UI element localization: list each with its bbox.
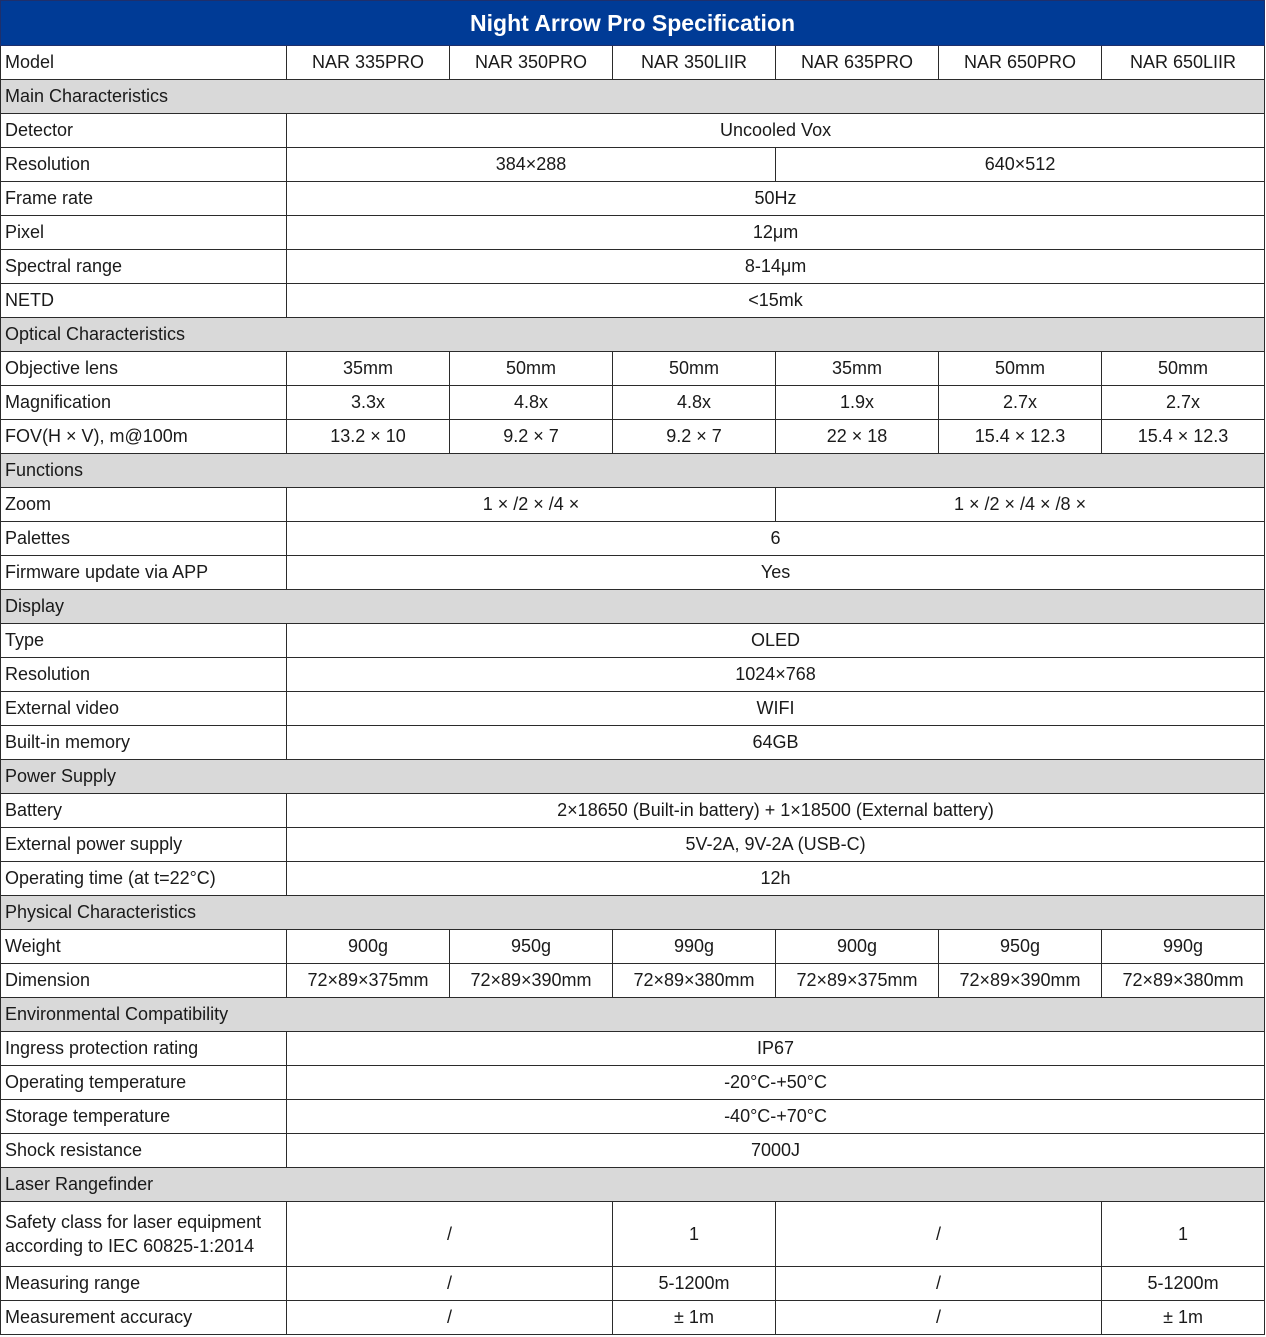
row-label: Storage temperature <box>1 1100 287 1134</box>
table-row <box>1 1267 1265 1301</box>
row-value: 35mm <box>287 352 450 386</box>
row-value: 384×288 <box>287 148 776 182</box>
table-row <box>1 1134 1265 1168</box>
section-header-optical: Optical Characteristics <box>1 318 1265 352</box>
section-header-environmental: Environmental Compatibility <box>1 998 1265 1032</box>
row-value: 72×89×390mm <box>450 964 613 998</box>
row-label: Type <box>1 624 287 658</box>
row-label: Firmware update via APP <box>1 556 287 590</box>
row-label-line: according to IEC 60825-1:2014 <box>5 1236 255 1256</box>
row-value: / <box>287 1202 613 1267</box>
row-label: Frame rate <box>1 182 287 216</box>
row-value: 1 × /2 × /4 × /8 × <box>776 488 1265 522</box>
row-value: / <box>287 1301 613 1335</box>
row-label: Zoom <box>1 488 287 522</box>
title-row <box>1 1 1265 46</box>
row-label: Battery <box>1 794 287 828</box>
table-row <box>1 488 1265 522</box>
row-value: 900g <box>287 930 450 964</box>
row-value: 9.2 × 7 <box>613 420 776 454</box>
row-value: 1 <box>1102 1202 1265 1267</box>
row-label: Resolution <box>1 148 287 182</box>
section-row <box>1 318 1265 352</box>
section-header-physical: Physical Characteristics <box>1 896 1265 930</box>
row-value: 50mm <box>613 352 776 386</box>
row-value: 1024×768 <box>287 658 1265 692</box>
table-row <box>1 726 1265 760</box>
table-row <box>1 658 1265 692</box>
model-name: NAR 650PRO <box>939 46 1102 80</box>
table-row <box>1 862 1265 896</box>
row-value: -40°C-+70°C <box>287 1100 1265 1134</box>
table-row <box>1 216 1265 250</box>
row-value: WIFI <box>287 692 1265 726</box>
row-value: 12h <box>287 862 1265 896</box>
table-row <box>1 1202 1265 1267</box>
row-value: 64GB <box>287 726 1265 760</box>
row-label: Objective lens <box>1 352 287 386</box>
table-row <box>1 794 1265 828</box>
section-row <box>1 80 1265 114</box>
row-value: 9.2 × 7 <box>450 420 613 454</box>
table-row <box>1 1032 1265 1066</box>
row-value: 50mm <box>939 352 1102 386</box>
row-value: 3.3x <box>287 386 450 420</box>
row-value: 640×512 <box>776 148 1265 182</box>
row-value: 15.4 × 12.3 <box>1102 420 1265 454</box>
row-value: 72×89×375mm <box>287 964 450 998</box>
table-row <box>1 114 1265 148</box>
row-value: / <box>776 1301 1102 1335</box>
row-value: 35mm <box>776 352 939 386</box>
section-row <box>1 590 1265 624</box>
model-name: NAR 650LIIR <box>1102 46 1265 80</box>
row-label <box>1 1202 287 1267</box>
row-label-line: Safety class for laser equipment <box>5 1212 262 1232</box>
row-label: FOV(H × V), m@100m <box>1 420 287 454</box>
row-label: Operating time (at t=22°C) <box>1 862 287 896</box>
row-value: 5-1200m <box>1102 1267 1265 1301</box>
row-value: 950g <box>939 930 1102 964</box>
table-row <box>1 1100 1265 1134</box>
section-header-laser: Laser Rangefinder <box>1 1168 1265 1202</box>
row-label: Model <box>1 46 287 80</box>
row-value: <15mk <box>287 284 1265 318</box>
row-label: External video <box>1 692 287 726</box>
row-value: 72×89×375mm <box>776 964 939 998</box>
row-value: / <box>287 1267 613 1301</box>
table-row <box>1 386 1265 420</box>
table-title: Night Arrow Pro Specification <box>1 1 1265 46</box>
row-value: / <box>776 1267 1102 1301</box>
row-value: 1 <box>613 1202 776 1267</box>
table-row <box>1 692 1265 726</box>
row-value: 72×89×380mm <box>1102 964 1265 998</box>
row-value: 5V-2A, 9V-2A (USB-C) <box>287 828 1265 862</box>
row-value: 990g <box>613 930 776 964</box>
table-row <box>1 148 1265 182</box>
row-value: 12μm <box>287 216 1265 250</box>
table-row <box>1 250 1265 284</box>
table-row <box>1 522 1265 556</box>
section-row <box>1 896 1265 930</box>
row-label: Dimension <box>1 964 287 998</box>
table-row <box>1 420 1265 454</box>
row-label: Shock resistance <box>1 1134 287 1168</box>
table-row <box>1 624 1265 658</box>
row-value: 15.4 × 12.3 <box>939 420 1102 454</box>
model-name: NAR 350LIIR <box>613 46 776 80</box>
row-label: Measurement accuracy <box>1 1301 287 1335</box>
row-value: ± 1m <box>613 1301 776 1335</box>
row-label: Built-in memory <box>1 726 287 760</box>
row-value: 2×18650 (Built-in battery) + 1×18500 (External battery) <box>287 794 1265 828</box>
table-row <box>1 284 1265 318</box>
row-value: -20°C-+50°C <box>287 1066 1265 1100</box>
row-label: Pixel <box>1 216 287 250</box>
row-label: Measuring range <box>1 1267 287 1301</box>
row-label: Operating temperature <box>1 1066 287 1100</box>
row-value: 22 × 18 <box>776 420 939 454</box>
section-row <box>1 998 1265 1032</box>
row-label: NETD <box>1 284 287 318</box>
table-row <box>1 930 1265 964</box>
table-row <box>1 556 1265 590</box>
row-value: 72×89×390mm <box>939 964 1102 998</box>
section-header-functions: Functions <box>1 454 1265 488</box>
table-row <box>1 964 1265 998</box>
row-value: 2.7x <box>939 386 1102 420</box>
section-header-main: Main Characteristics <box>1 80 1265 114</box>
row-value: 1 × /2 × /4 × <box>287 488 776 522</box>
row-value: IP67 <box>287 1032 1265 1066</box>
row-value: Yes <box>287 556 1265 590</box>
row-value: OLED <box>287 624 1265 658</box>
row-value: 5-1200m <box>613 1267 776 1301</box>
row-value: 990g <box>1102 930 1265 964</box>
table-row <box>1 352 1265 386</box>
row-value: 4.8x <box>613 386 776 420</box>
section-header-power: Power Supply <box>1 760 1265 794</box>
row-label: Ingress protection rating <box>1 1032 287 1066</box>
row-label: External power supply <box>1 828 287 862</box>
row-label: Weight <box>1 930 287 964</box>
row-value: 50Hz <box>287 182 1265 216</box>
section-header-display: Display <box>1 590 1265 624</box>
row-value: Uncooled Vox <box>287 114 1265 148</box>
section-row <box>1 454 1265 488</box>
table-row <box>1 1301 1265 1335</box>
row-label: Palettes <box>1 522 287 556</box>
model-name: NAR 635PRO <box>776 46 939 80</box>
model-name: NAR 350PRO <box>450 46 613 80</box>
row-value: 50mm <box>450 352 613 386</box>
row-value: 50mm <box>1102 352 1265 386</box>
table-row <box>1 1066 1265 1100</box>
model-row <box>1 46 1265 80</box>
row-label: Magnification <box>1 386 287 420</box>
row-value: 7000J <box>287 1134 1265 1168</box>
section-row <box>1 760 1265 794</box>
row-value: 1.9x <box>776 386 939 420</box>
row-value: 6 <box>287 522 1265 556</box>
row-label: Detector <box>1 114 287 148</box>
row-value: 72×89×380mm <box>613 964 776 998</box>
row-value: 950g <box>450 930 613 964</box>
table-row <box>1 828 1265 862</box>
row-value: 2.7x <box>1102 386 1265 420</box>
row-value: / <box>776 1202 1102 1267</box>
row-value: 4.8x <box>450 386 613 420</box>
row-value: 900g <box>776 930 939 964</box>
row-value: 8-14μm <box>287 250 1265 284</box>
row-value: ± 1m <box>1102 1301 1265 1335</box>
model-name: NAR 335PRO <box>287 46 450 80</box>
row-label: Spectral range <box>1 250 287 284</box>
row-value: 13.2 × 10 <box>287 420 450 454</box>
section-row <box>1 1168 1265 1202</box>
table-row <box>1 182 1265 216</box>
row-label: Resolution <box>1 658 287 692</box>
